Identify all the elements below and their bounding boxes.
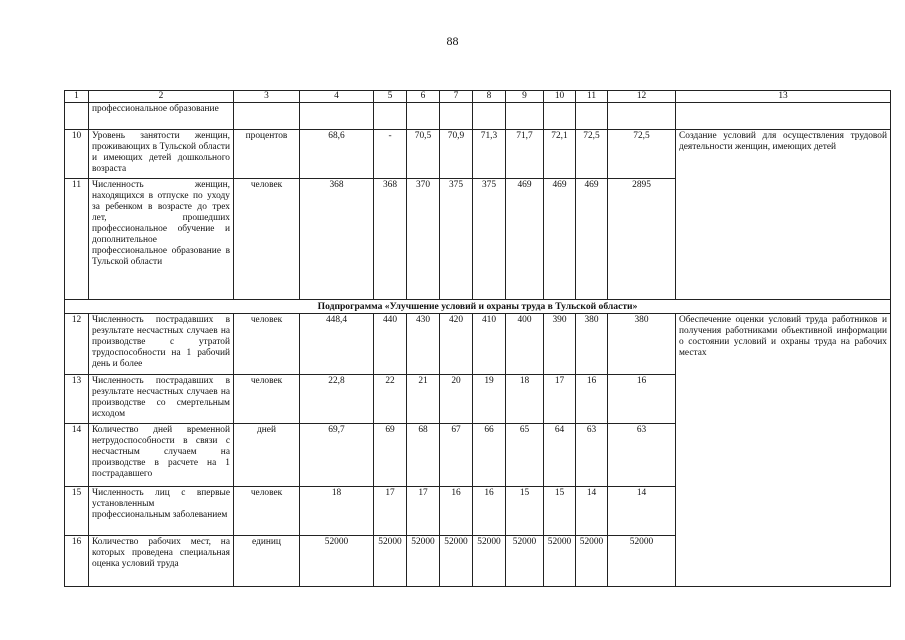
value-cell: 469: [506, 179, 544, 300]
value-cell: 69: [374, 424, 407, 487]
value-cell: 67: [440, 424, 473, 487]
value-cell: 64: [544, 424, 576, 487]
value-cell: 17: [407, 487, 440, 536]
row-number: 15: [65, 487, 89, 536]
continued-row: [65, 103, 891, 130]
value-cell: 375: [440, 179, 473, 300]
value-cell: 68,6: [300, 130, 374, 179]
value-cell: 52000: [440, 536, 473, 587]
indicators-table: [64, 90, 891, 587]
indicator-name: Численность женщин, находящихся в отпуске по уходу за ребенком в возрасте до трех лет, прошедших профессиональное обучение и дополнительное профессиональное образование в Тульской области: [89, 179, 234, 300]
indicator-name: Количество дней временной нетрудоспособности в связи с несчастным случаем на производстве в расчете на 1 пострадавшего: [89, 424, 234, 487]
table-row: [65, 130, 891, 179]
value-cell: 22: [374, 375, 407, 424]
value-cell: 14: [576, 487, 608, 536]
value-cell: 16: [608, 375, 676, 424]
value-cell: 22,8: [300, 375, 374, 424]
indicator-name: Количество рабочих мест, на которых проведена специальная оценка условий труда: [89, 536, 234, 587]
value-cell: 69,7: [300, 424, 374, 487]
value-cell: 380: [576, 314, 608, 375]
value-cell: 15: [506, 487, 544, 536]
value-cell: 20: [440, 375, 473, 424]
column-number: 10: [544, 91, 576, 103]
value-cell: 72,5: [576, 130, 608, 179]
row-number: 16: [65, 536, 89, 587]
value-cell: 370: [407, 179, 440, 300]
value-cell: 18: [506, 375, 544, 424]
value-cell: -: [374, 130, 407, 179]
value-cell: 18: [300, 487, 374, 536]
value-cell: 71,7: [506, 130, 544, 179]
value-cell: 52000: [473, 536, 506, 587]
column-number: 3: [234, 91, 300, 103]
indicator-name: Численность лиц с впервые установленным профессиональным заболеванием: [89, 487, 234, 536]
value-cell: 410: [473, 314, 506, 375]
value-cell: 52000: [506, 536, 544, 587]
expected-result: Обеспечение оценки условий труда работников и получения работниками объективной информации о состоянии условий и охраны труда на рабочих местах: [676, 314, 891, 587]
value-cell: 63: [576, 424, 608, 487]
value-cell: 440: [374, 314, 407, 375]
value-cell: 390: [544, 314, 576, 375]
value-cell: 70,5: [407, 130, 440, 179]
value-cell: 16: [576, 375, 608, 424]
value-cell: 19: [473, 375, 506, 424]
row-number: 14: [65, 424, 89, 487]
unit-cell: дней: [234, 424, 300, 487]
row-number: 10: [65, 130, 89, 179]
subprogram-row: [65, 300, 891, 314]
column-number: 6: [407, 91, 440, 103]
value-cell: 52000: [374, 536, 407, 587]
value-cell: 14: [608, 487, 676, 536]
value-cell: 17: [544, 375, 576, 424]
column-number: 11: [576, 91, 608, 103]
value-cell: 65: [506, 424, 544, 487]
column-number: 13: [676, 91, 891, 103]
value-cell: 68: [407, 424, 440, 487]
table-row: [65, 314, 891, 375]
unit-cell: человек: [234, 179, 300, 300]
column-number: 5: [374, 91, 407, 103]
indicator-name: Численность пострадавших в результате несчастных случаев на производстве со смертельным исходом: [89, 375, 234, 424]
unit-cell: процентов: [234, 130, 300, 179]
column-number: 8: [473, 91, 506, 103]
value-cell: 368: [300, 179, 374, 300]
value-cell: 368: [374, 179, 407, 300]
value-cell: 71,3: [473, 130, 506, 179]
column-number: 4: [300, 91, 374, 103]
unit-cell: единиц: [234, 536, 300, 587]
value-cell: 66: [473, 424, 506, 487]
column-number: 7: [440, 91, 473, 103]
value-cell: 430: [407, 314, 440, 375]
value-cell: 52000: [300, 536, 374, 587]
indicator-name: Уровень занятости женщин, проживающих в Тульской области и имеющих детей дошкольного возраста: [89, 130, 234, 179]
value-cell: 15: [544, 487, 576, 536]
column-number: 2: [89, 91, 234, 103]
unit-cell: человек: [234, 375, 300, 424]
unit-cell: человек: [234, 487, 300, 536]
value-cell: 52000: [407, 536, 440, 587]
value-cell: 72,5: [608, 130, 676, 179]
value-cell: 375: [473, 179, 506, 300]
value-cell: 52000: [576, 536, 608, 587]
unit-cell: человек: [234, 314, 300, 375]
expected-result: Создание условий для осуществления трудовой деятельности женщин, имеющих детей: [676, 130, 891, 300]
subprogram-title: Подпрограмма «Улучшение условий и охраны труда в Тульской области»: [65, 300, 891, 314]
indicator-name: Численность пострадавших в результате несчастных случаев на производстве с утратой трудоспособности на 1 рабочий день и более: [89, 314, 234, 375]
value-cell: 420: [440, 314, 473, 375]
value-cell: 63: [608, 424, 676, 487]
row-number: 12: [65, 314, 89, 375]
column-number: 1: [65, 91, 89, 103]
row-number: 11: [65, 179, 89, 300]
row-number: 13: [65, 375, 89, 424]
column-number: 9: [506, 91, 544, 103]
value-cell: 469: [544, 179, 576, 300]
value-cell: 380: [608, 314, 676, 375]
column-number: 12: [608, 91, 676, 103]
value-cell: 400: [506, 314, 544, 375]
value-cell: 469: [576, 179, 608, 300]
value-cell: 16: [440, 487, 473, 536]
value-cell: 21: [407, 375, 440, 424]
value-cell: 17: [374, 487, 407, 536]
value-cell: 448,4: [300, 314, 374, 375]
indicator-name: профессиональное образование: [89, 103, 234, 130]
value-cell: 72,1: [544, 130, 576, 179]
value-cell: 52000: [608, 536, 676, 587]
value-cell: 52000: [544, 536, 576, 587]
value-cell: 70,9: [440, 130, 473, 179]
column-number-row: [65, 91, 891, 103]
value-cell: 2895: [608, 179, 676, 300]
value-cell: 16: [473, 487, 506, 536]
page-number: 88: [446, 34, 459, 48]
